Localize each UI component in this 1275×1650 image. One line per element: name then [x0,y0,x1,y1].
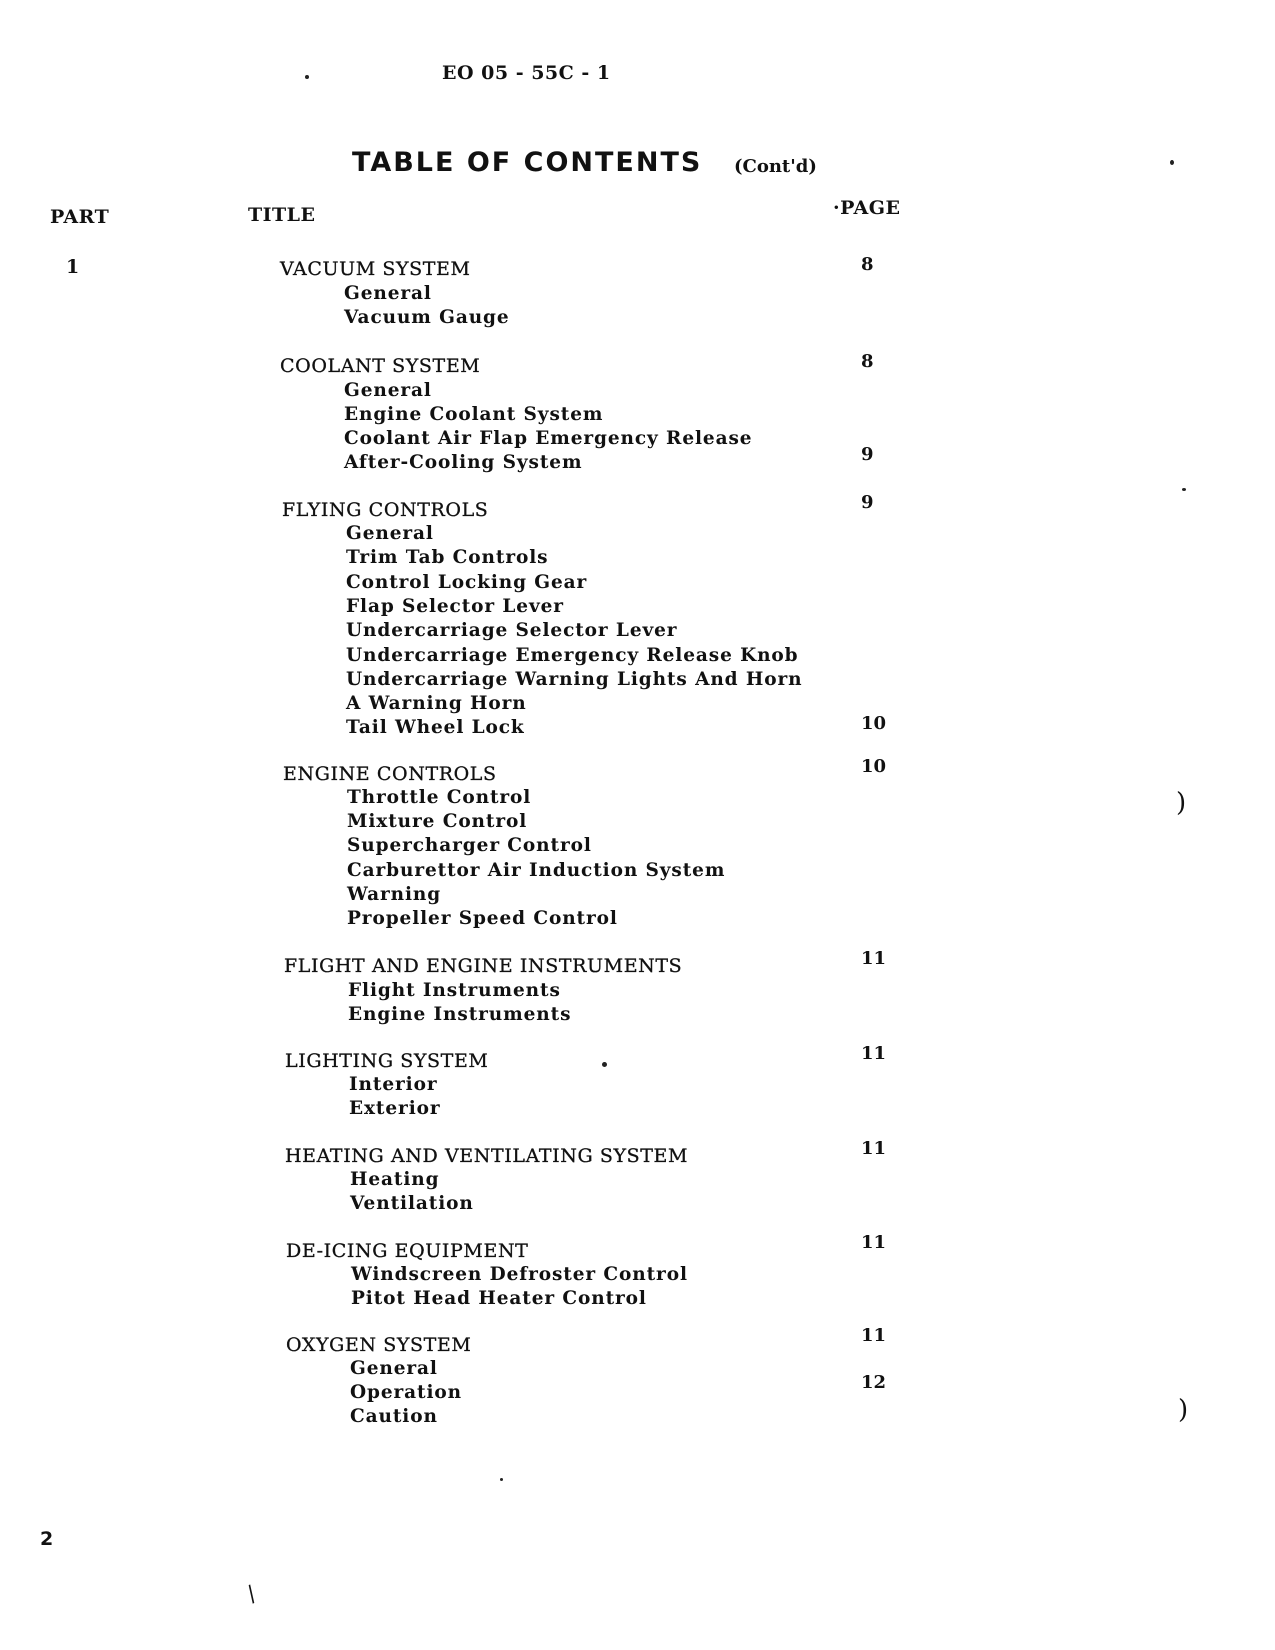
toc-entry[interactable]: General [350,1358,438,1379]
section-page-number: 10 [861,756,887,777]
section-title[interactable]: HEATING AND VENTILATING SYSTEM [285,1145,689,1167]
toc-entry[interactable]: Vacuum Gauge [344,307,510,328]
entry-page-number: 10 [861,713,887,734]
scan-mark-paren: ) [1178,1395,1189,1425]
section-title[interactable]: DE-ICING EQUIPMENT [286,1240,529,1262]
section-page-number: 9 [861,492,874,513]
toc-entry[interactable]: General [344,283,432,304]
toc-entry[interactable]: Ventilation [350,1193,474,1214]
toc-entry[interactable]: A Warning Horn [346,693,527,715]
toc-entry[interactable]: Windscreen Defroster Control [351,1264,688,1285]
page-title-suffix: (Cont'd) [734,156,817,177]
toc-entry[interactable]: Undercarriage Selector Lever [346,620,678,642]
section-page-number: 11 [861,1043,887,1064]
entry-page-number: 9 [861,444,874,465]
column-header-part: PART [50,206,110,228]
toc-entry[interactable]: Carburettor Air Induction System [347,859,726,881]
toc-entry[interactable]: Flight Instruments [348,980,561,1001]
toc-entry[interactable]: Heating [350,1169,440,1190]
scan-speck [1182,488,1186,491]
scan-speck [500,1478,503,1481]
toc-entry[interactable]: After-Cooling System [344,452,583,473]
section-title[interactable]: FLIGHT AND ENGINE INSTRUMENTS [284,955,683,977]
toc-entry[interactable]: Mixture Control [347,811,528,833]
section-page-number: 8 [861,351,874,372]
toc-entry[interactable]: Supercharger Control [347,835,592,857]
part-number: 1 [66,256,80,278]
toc-entry[interactable]: Caution [350,1406,438,1427]
section-page-number: 11 [861,948,887,969]
scan-speck [602,1062,607,1067]
toc-entry[interactable]: Engine Coolant System [344,404,604,425]
section-page-number: 11 [861,1325,887,1346]
section-page-number: 11 [861,1138,887,1159]
column-header-page: ·PAGE [833,197,901,219]
toc-entry[interactable]: General [346,523,434,544]
toc-entry[interactable]: General [344,380,432,401]
section-title[interactable]: OXYGEN SYSTEM [286,1334,472,1356]
toc-entry[interactable]: Operation [350,1382,463,1403]
section-title[interactable]: COOLANT SYSTEM [280,355,481,377]
toc-entry[interactable]: Trim Tab Controls [346,547,549,569]
scan-mark-paren: ) [1176,788,1187,818]
column-header-title: TITLE [248,204,316,226]
toc-entry[interactable]: Propeller Speed Control [347,908,618,929]
toc-entry[interactable]: Coolant Air Flap Emergency Release [344,428,753,449]
section-title[interactable]: ENGINE CONTROLS [283,763,497,785]
toc-entry[interactable]: Pitot Head Heater Control [351,1288,647,1309]
toc-entry[interactable]: Undercarriage Warning Lights And Horn [346,668,803,690]
scan-speck [1170,160,1174,165]
section-title[interactable]: LIGHTING SYSTEM [285,1050,489,1072]
toc-entry[interactable]: Control Locking Gear [346,571,588,593]
entry-page-number: 12 [861,1372,887,1393]
toc-entry[interactable]: Flap Selector Lever [346,595,564,617]
document-id: EO 05 - 55C - 1 [442,62,611,84]
section-title[interactable]: FLYING CONTROLS [282,499,489,521]
toc-entry[interactable]: Warning [347,883,442,905]
footer-page-number: 2 [40,1528,54,1550]
section-title[interactable]: VACUUM SYSTEM [280,258,471,280]
scan-speck [305,75,309,79]
toc-entry[interactable]: Engine Instruments [348,1004,572,1025]
toc-entry[interactable]: Undercarriage Emergency Release Knob [346,644,799,666]
toc-entry[interactable]: Exterior [349,1097,441,1119]
toc-entry[interactable]: Interior [349,1074,438,1095]
toc-entry[interactable]: Throttle Control [347,787,532,808]
section-page-number: 8 [861,254,874,275]
page-title: TABLE OF CONTENTS [352,147,703,178]
section-page-number: 11 [861,1232,887,1253]
scan-mark-stroke: / [242,1581,262,1608]
toc-entry[interactable]: Tail Wheel Lock [346,717,525,739]
